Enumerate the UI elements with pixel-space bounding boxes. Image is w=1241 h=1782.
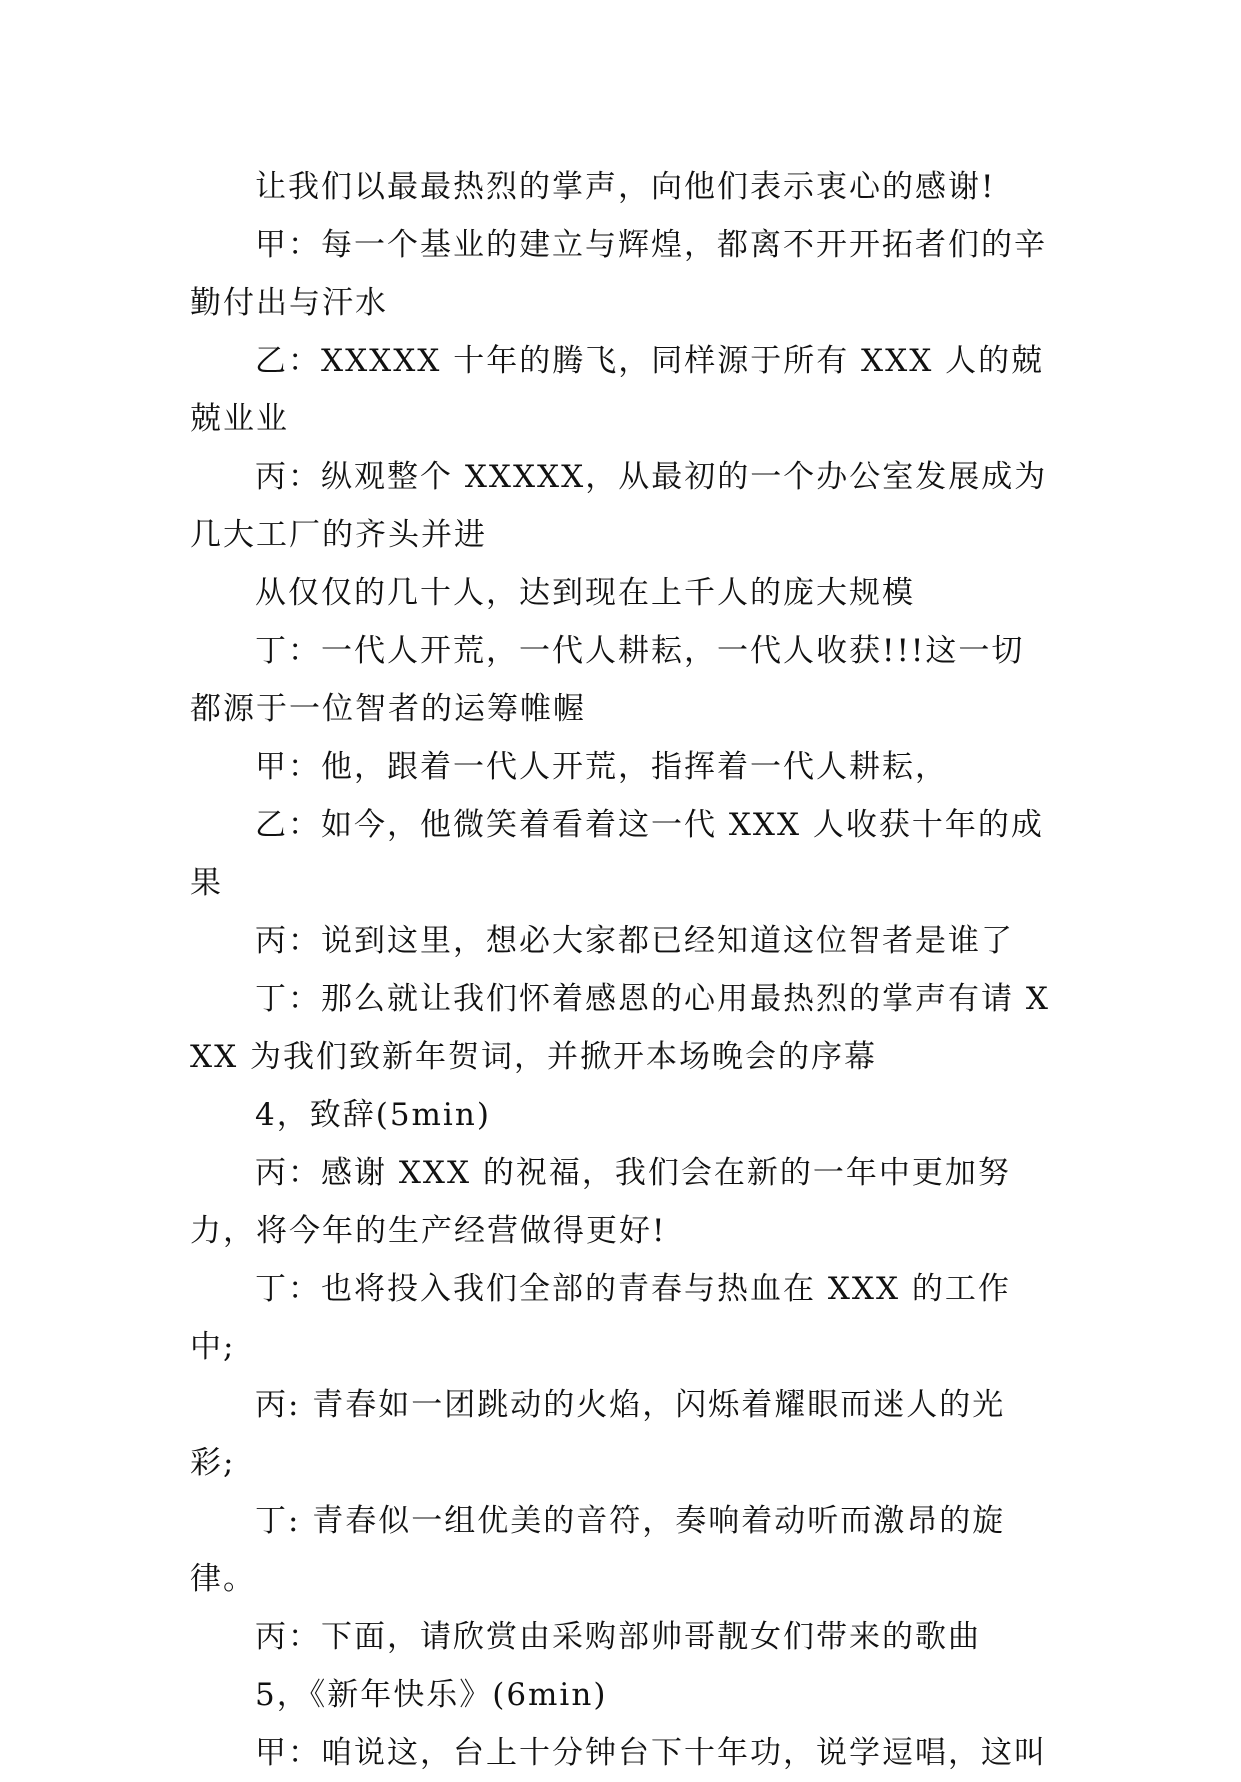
paragraph: 丙：感谢 XXX 的祝福，我们会在新的一年中更加努力，将今年的生产经营做得更好!	[190, 1155, 1011, 1249]
paragraph: 丙: 青春如一团跳动的火焰，闪烁着耀眼而迷人的光彩;	[190, 1387, 1006, 1481]
paragraph: 乙：XXXXX 十年的腾飞，同样源于所有 XXX 人的兢兢业业	[190, 343, 1045, 437]
paragraph: 乙：如今，他微笑着看着这一代 XXX 人收获十年的成果	[190, 807, 1044, 901]
paragraph: 丁：那么就让我们怀着感恩的心用最热烈的掌声有请 XXX 为我们致新年贺词，并掀开本场晚会的序幕	[190, 981, 1050, 1075]
paragraph: 丙：说到这里，想必大家都已经知道这位智者是谁了	[255, 923, 1014, 959]
paragraph: 甲：他，跟着一代人开荒，指挥着一代人耕耘，	[255, 749, 948, 785]
paragraph: 丙：纵观整个 XXXXX，从最初的一个办公室发展成为几大工厂的齐头并进	[190, 459, 1048, 553]
paragraph: 丙：下面，请欣赏由采购部帅哥靓女们带来的歌曲	[255, 1619, 981, 1655]
document-body	[190, 158, 1050, 1782]
paragraph: 从仅仅的几十人，达到现在上千人的庞大规模	[255, 575, 915, 611]
paragraph: 甲：每一个基业的建立与辉煌，都离不开开拓者们的辛勤付出与汗水	[190, 227, 1047, 321]
section-heading: 4，致辞(5min)	[255, 1097, 491, 1133]
paragraph: 丁：也将投入我们全部的青春与热血在 XXX 的工作中;	[190, 1271, 1011, 1365]
paragraph: 甲：咱说这，台上十分钟台下十年功，说学逗唱，这叫	[255, 1735, 1047, 1771]
section-heading: 5，《新年快乐》(6min)	[255, 1677, 608, 1713]
paragraph: 让我们以最最热烈的掌声，向他们表示衷心的感谢!	[255, 169, 996, 205]
paragraph: 丁: 青春似一组优美的音符，奏响着动听而激昂的旋律。	[190, 1503, 1006, 1597]
paragraph: 丁：一代人开荒，一代人耕耘，一代人收获!!!这一切都源于一位智者的运筹帷幄	[190, 633, 1025, 727]
